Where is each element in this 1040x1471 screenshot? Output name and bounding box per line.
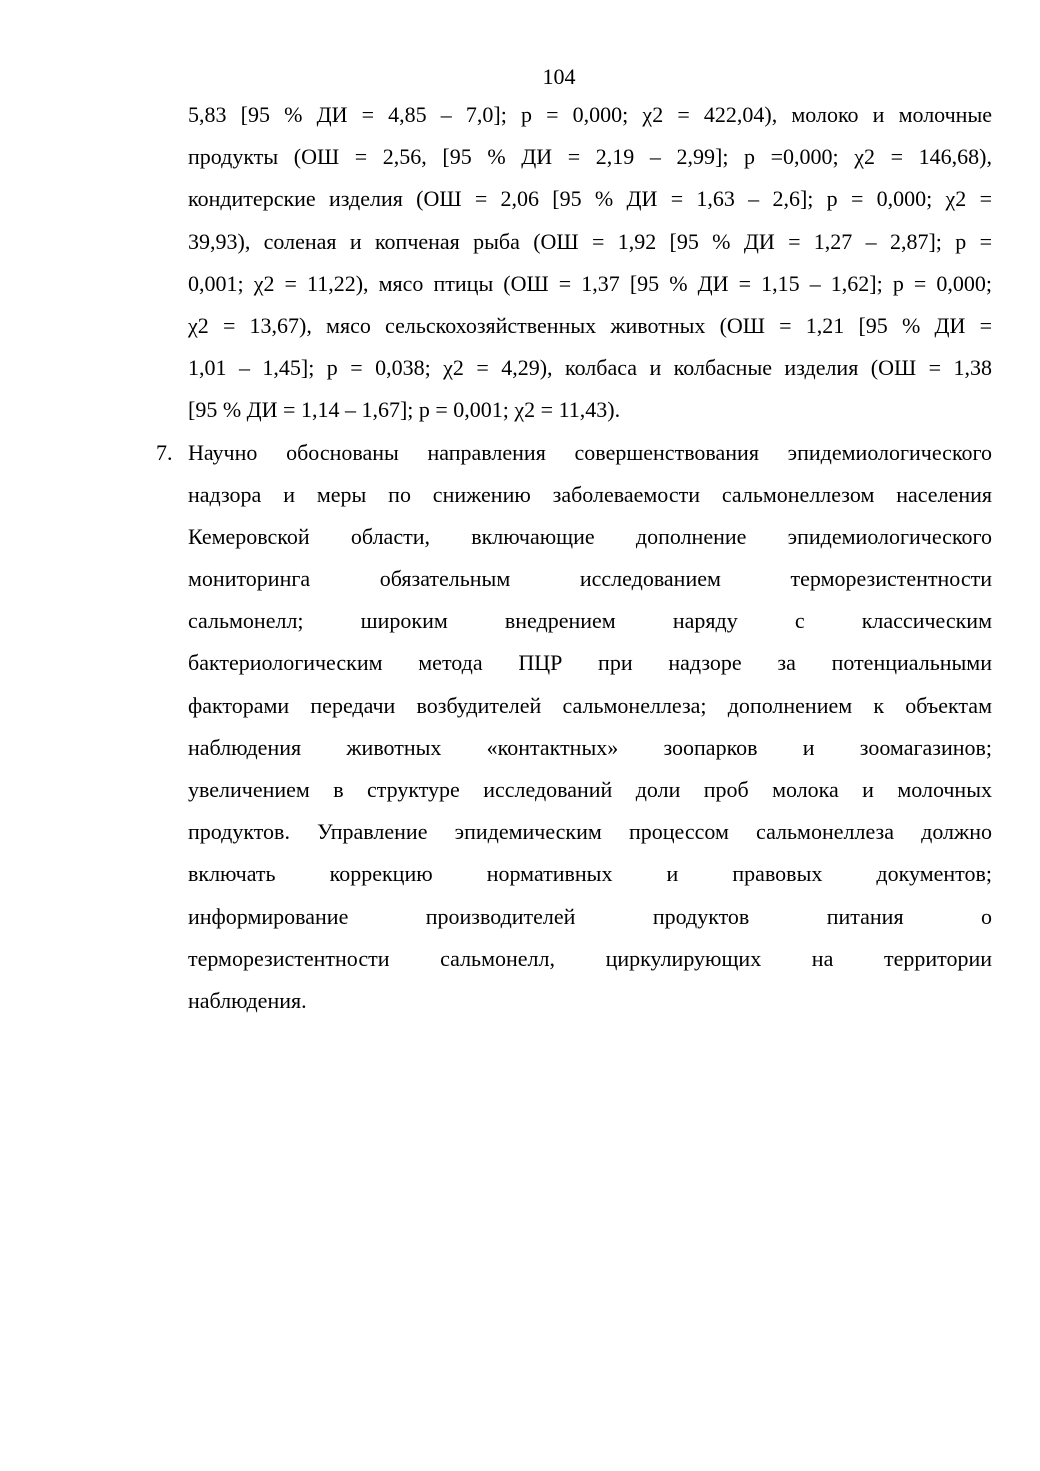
text-line: 39,93), соленая и копченая рыба (ОШ = 1,92 [95 % ДИ = 1,27 – 2,87]; p = [188,228,992,254]
text-line: [95 % ДИ = 1,14 – 1,67]; p = 0,001; χ2 = 11,43). [188,397,621,423]
text-line: факторами передачи возбудителей сальмонеллеза; дополнением к объектам [188,692,992,718]
text-line: 0,001; χ2 = 11,22), мясо птицы (ОШ = 1,37 [95 % ДИ = 1,15 – 1,62]; p = 0,000; [188,270,992,296]
text-line: терморезистентности сальмонелл, циркулирующих на территории [188,945,992,971]
text-line: мониторинга обязательным исследованием терморезистентности [188,566,992,592]
text-line: 5,83 [95 % ДИ = 4,85 – 7,0]; p = 0,000; χ2 = 422,04), молоко и молочные [188,102,992,127]
text-line: включать коррекцию нормативных и правовых документов; [188,861,992,887]
text-line: увеличением в структуре исследований доли проб молока и молочных [188,777,992,802]
text-line: надзора и меры по снижению заболеваемости сальмонеллезом населения [188,481,992,507]
text-line: кондитерские изделия (ОШ = 2,06 [95 % ДИ = 1,63 – 2,6]; p = 0,000; χ2 = [188,186,992,212]
list-item-7 [156,434,992,1025]
list-item-number: 7. [156,439,173,465]
text-line: информирование производителей продуктов питания о [188,903,992,929]
page-number: 104 [542,64,576,89]
text-line: Кемеровской области, включающие дополнение эпидемиологического [188,523,992,549]
text-line: наблюдения. [188,987,307,1013]
text-line: наблюдения животных «контактных» зоопарков и зоомагазинов; [188,734,992,760]
text-line: Научно обоснованы направления совершенствования эпидемиологического [188,439,992,465]
continuation-paragraph [188,96,992,434]
text-line: χ2 = 13,67), мясо сельскохозяйственных животных (ОШ = 1,21 [95 % ДИ = [188,312,992,338]
text-line: сальмонелл; широким внедрением наряду с классическим [188,608,992,634]
text-line: продукты (ОШ = 2,56, [95 % ДИ = 2,19 – 2,99]; p =0,000; χ2 = 146,68), [188,144,992,170]
text-line: продуктов. Управление эпидемическим процессом сальмонеллеза должно [188,819,992,845]
text-line: 1,01 – 1,45]; p = 0,038; χ2 = 4,29), колбаса и колбасные изделия (ОШ = 1,38 [188,355,992,381]
text-line: бактериологическим метода ПЦР при надзоре за потенциальными [188,650,992,676]
page-body [156,96,992,1024]
